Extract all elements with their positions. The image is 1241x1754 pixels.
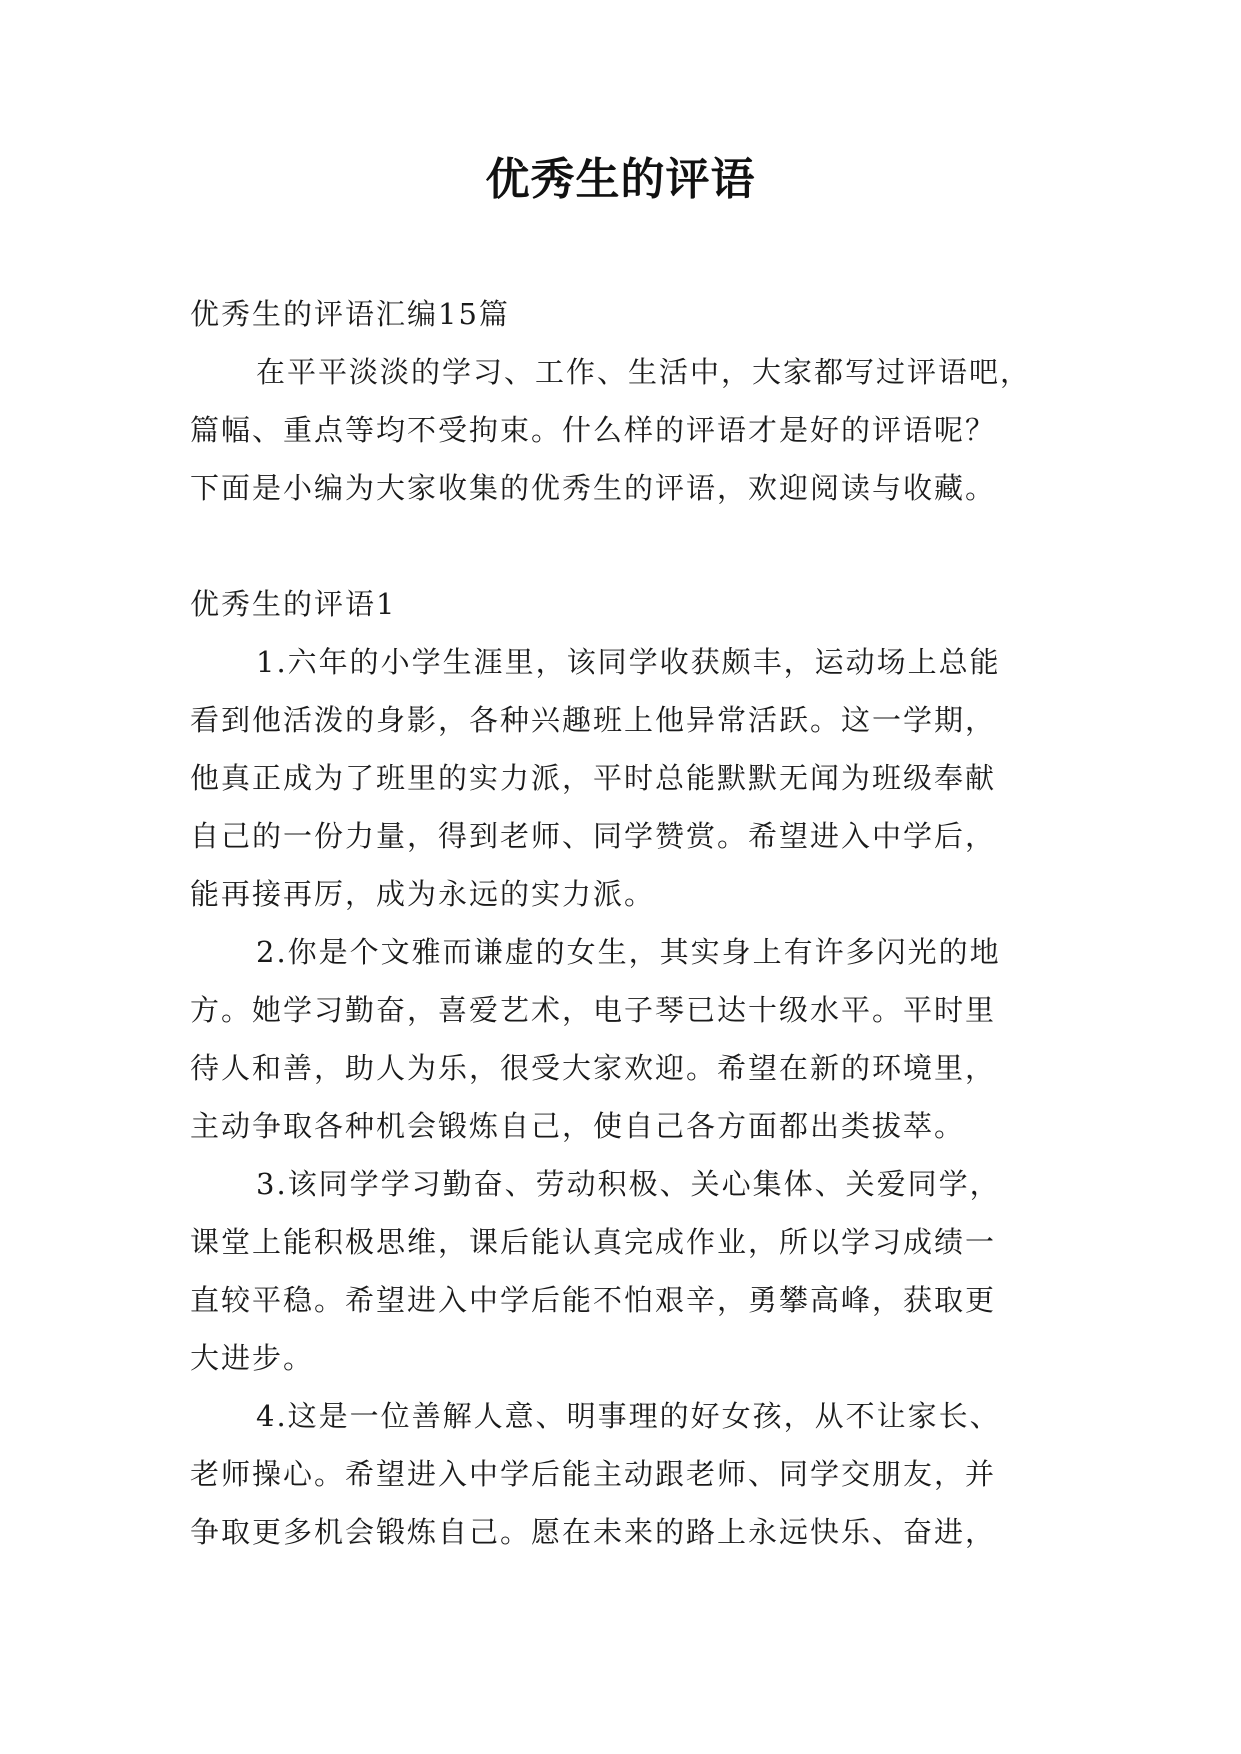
- intro-line: 下面是小编为大家收集的优秀生的评语，欢迎阅读与收藏。: [190, 471, 997, 505]
- comment-line: 课堂上能积极思维，课后能认真完成作业，所以学习成绩一: [190, 1225, 997, 1259]
- section-heading: 优秀生的评语1: [190, 587, 397, 621]
- subtitle: 优秀生的评语汇编15篇: [190, 297, 510, 331]
- comment-line: 方。她学习勤奋，喜爱艺术，电子琴已达十级水平。平时里: [190, 993, 997, 1027]
- document-body: [190, 285, 1070, 1561]
- comment-line: 看到他活泼的身影，各种兴趣班上他异常活跃。这一学期，: [190, 703, 997, 737]
- page-title: 优秀生的评语: [485, 154, 756, 205]
- comment-line: 4.这是一位善解人意、明事理的好女孩，从不让家长、: [256, 1399, 1001, 1433]
- comment-line: 自己的一份力量，得到老师、同学赞赏。希望进入中学后，: [190, 819, 997, 853]
- comment-line: 主动争取各种机会锻炼自己，使自己各方面都出类拔萃。: [190, 1109, 966, 1143]
- comment-item-3: [190, 1155, 1070, 1387]
- comment-line: 大进步。: [190, 1341, 315, 1375]
- comment-line: 争取更多机会锻炼自己。愿在未来的路上永远快乐、奋进，: [190, 1515, 997, 1549]
- comment-line: 老师操心。希望进入中学后能主动跟老师、同学交朋友，并: [190, 1457, 997, 1491]
- comment-line: 2.你是个文雅而谦虚的女生，其实身上有许多闪光的地: [256, 935, 1001, 969]
- intro-paragraph: [190, 343, 1070, 517]
- comment-line: 能再接再厉，成为永远的实力派。: [190, 877, 656, 911]
- comment-item-4: [190, 1387, 1070, 1561]
- paragraph-gap: [190, 517, 1070, 575]
- comment-item-2: [190, 923, 1070, 1155]
- intro-line: 在平平淡淡的学习、工作、生活中，大家都写过评语吧，: [256, 355, 1032, 389]
- comment-line: 他真正成为了班里的实力派，平时总能默默无闻为班级奉献: [190, 761, 997, 795]
- comment-line: 1.六年的小学生涯里，该同学收获颇丰，运动场上总能: [256, 645, 1001, 679]
- comment-item-1: [190, 633, 1070, 923]
- comment-line: 3.该同学学习勤奋、劳动积极、关心集体、关爱同学，: [256, 1167, 1001, 1201]
- intro-line: 篇幅、重点等均不受拘束。什么样的评语才是好的评语呢？: [190, 413, 997, 447]
- comment-line: 直较平稳。希望进入中学后能不怕艰辛，勇攀高峰，获取更: [190, 1283, 997, 1317]
- comment-line: 待人和善，助人为乐，很受大家欢迎。希望在新的环境里，: [190, 1051, 997, 1085]
